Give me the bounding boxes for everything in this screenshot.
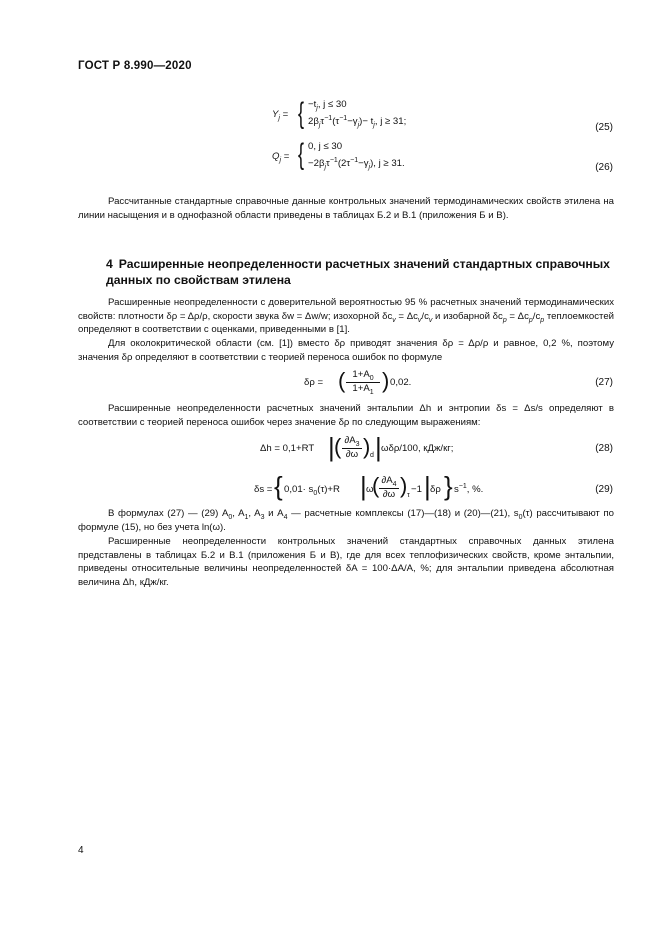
paragraph-reference-data: Рассчитанные стандартные справочные данные контрольных значений термодинамических свойств этилена на линии насыщения и в однофазной области приведены в таблицах Б.2 и В.1 (приложения Б и В). [78,196,614,221]
eq26-lhs: Q [272,151,280,162]
section-number: 4 [106,257,113,271]
document-code-header: ГОСТ Р 8.990—2020 [78,60,192,72]
eq26-brace: { [298,138,305,171]
equation-25-number: (25) [595,122,613,133]
equation-27: δρ = ( $1+A_0$ $1+A_1$ ) 0,02. [304,368,412,396]
equation-28: Δh = 0,1+RT | ( $\partial A_3$ ∂ω ) d | ωδρ/100, кДж/кг; [260,432,454,462]
equation-29: δs = { $0,01\cdot s_0(\tau)+R$ | ω ( $\partial A_4$ ∂ω ) τ −1 | δρ } $s^{-1}$, %. [254,471,484,501]
paragraph-near-critical: Для околокритической области (см. [1]) вместо δρ приводят значения δρ = Δρ/ρ и равное, 0,2 %, поэтому значения δρ определяют в соответствии с теорией переноса ошибок по формуле [78,338,614,363]
equation-28-number: (28) [595,443,613,454]
page-number: 4 [78,845,84,856]
section-heading-4 [106,256,614,288]
paragraph-uncertainties: Расширенные неопределенности с доверительной вероятностью 95 % расчетных значений термодинамических свойств: плотности δρ = Δρ/ρ, скорости звука δw = Δw/w; изохорной $\delta c_v = \Delta c_v/c_v$ и изобарной $\delta c_p = \Delta c_p/c_p$ теплоемкостей определяют в соответствии с оценками, приведенными в [1]. [78,297,615,336]
paragraph-enthalpy-entropy: Расширенные неопределенности расчетных значений энтальпии Δh и энтропии δs = Δs/s определяют в соответствии с теорией переноса ошибок через значение δρ по следующим выражениям: [78,403,614,428]
paragraph-formula-notes: В формулах (27) — (29) $A_0$, $A_1$, $A_3$ и $A_4$ — расчетные комплексы (17)—(18) и (20)—(21), $s_0(\tau)$ рассчитывают по формуле (15), но без учета ln(ω). [78,508,615,533]
equation-27-number: (27) [595,377,613,388]
eq25-lhs: Y [272,109,279,120]
section-title: Расширенные неопределенности расчетных значений стандартных справочных данных по свойствам этилена [106,257,610,287]
eq25-brace: { [298,97,305,130]
equation-29-number: (29) [595,484,613,495]
paragraph-tables-reference: Расширенные неопределенности контрольных значений стандартных справочных данных этилена представлены в таблицах Б.2 и В.1 (приложения Б и В), где для всех теплофизических свойств, кроме энтальпии, приведены относительные величины неопределенностей δA = 100·ΔA/A, %; для энтальпии приведена абсолютная величина Δh, кДж/кг. [78,536,614,589]
equation-26-number: (26) [595,162,613,173]
equation-26: $Q_j$ = { 0, j ≤ 30 $-2\beta_j\tau^{-1}(2\tau^{-1}-\gamma_j)$, j ≥ 31. [272,138,405,171]
equation-25: $Y_j$ = { $-t_j$, j ≤ 30 $2\beta_j\tau^{-1}(\tau^{-1}-\gamma_j)- t_j$, j ≥ 31; [272,97,407,130]
